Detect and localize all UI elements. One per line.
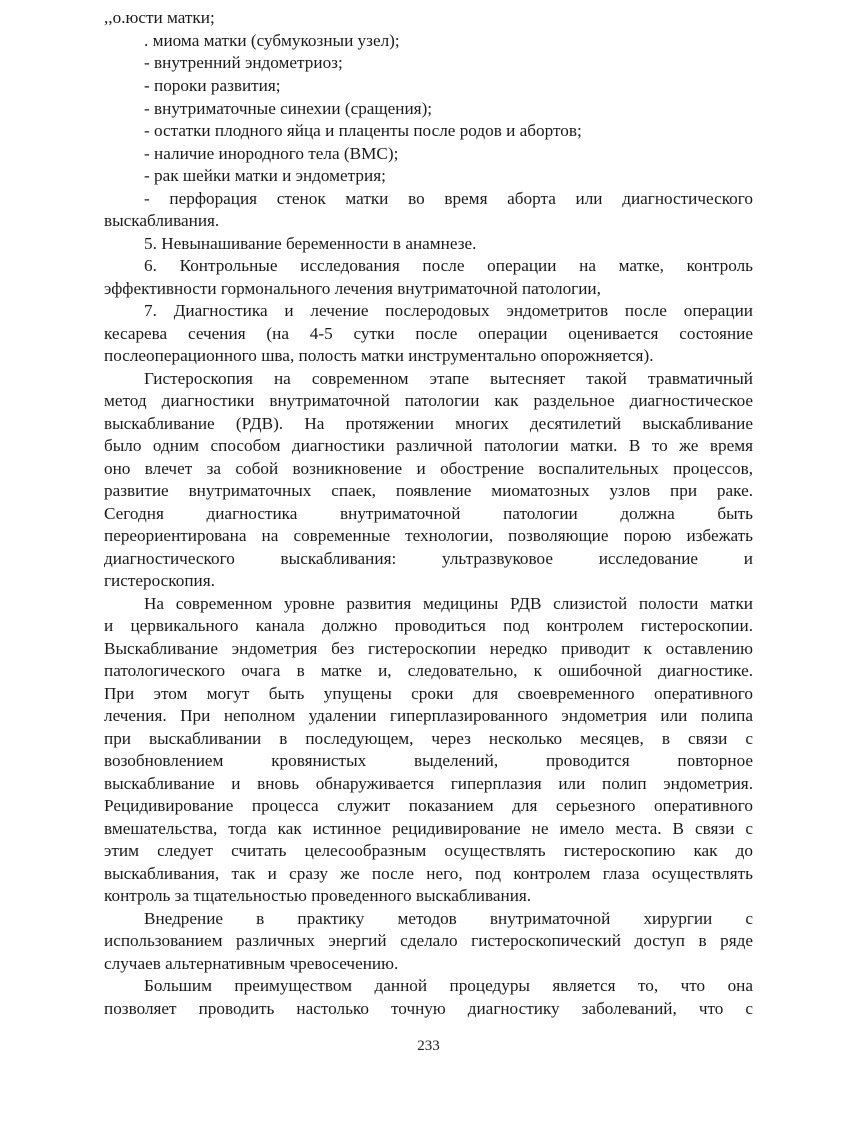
text-line: 6. Контрольные исследования после операции на матке, контроль (144, 256, 753, 275)
text-line: послеоперационного шва, полость матки инструментально опорожняется). (104, 346, 654, 365)
text-line: - внутриматочные синехии (сращения); (144, 99, 433, 118)
text-line: 7. Диагностика и лечение послеродовых эндометритов после операции (144, 301, 753, 320)
text-line: Выскабливание эндометрия без гистероскопии нередко приводит к оставлению (104, 639, 753, 658)
text-line: диагностического выскабливания: ультразвуковое исследование и (104, 549, 753, 568)
text-line: выскабливания, так и сразу же после него, под контролем глаза осуществлять (104, 864, 753, 883)
text-line: - перфорация стенок матки во время аборта или диагностического (144, 189, 753, 208)
text-line: выскабливание и вновь обнаруживается гиперплазия или полип эндометрия. (104, 774, 753, 793)
text-line: Внедрение в практику методов внутриматочной хирургии с (144, 909, 753, 928)
text-line: На современном уровне развития медицины РДВ слизистой полости матки (144, 594, 753, 613)
text-line: Сегодня диагностика внутриматочной патологии должна быть (104, 504, 753, 523)
text-line: Большим преимуществом данной процедуры является то, что она (144, 976, 753, 995)
text-line: ,,о.юсти матки; (104, 8, 215, 27)
text-line: вмешательства, тогда как истинное рецидивирование не имело места. В связи с (104, 819, 753, 838)
text-line: позволяет проводить настолько точную диагностику заболеваний, что с (104, 999, 753, 1018)
text-line: выскабливание (РДВ). На протяжении многих десятилетий выскабливание (104, 414, 753, 433)
text-line: метод диагностики внутриматочной патологии как раздельное диагностическое (104, 391, 753, 410)
text-line: 5. Невынашивание беременности в анамнезе. (144, 234, 477, 253)
page-number: 233 (417, 1038, 440, 1054)
text-line: и цервикального канала должно проводиться под контролем гистероскопии. (104, 616, 753, 635)
text-line: эффективности гормонального лечения внутриматочной патологии, (104, 279, 601, 298)
text-line: было одним способом диагностики различной патологии матки. В то же время (104, 436, 753, 455)
text-line: возобновлением кровянистых выделений, проводится повторное (104, 751, 753, 770)
text-line: - рак шейки матки и эндометрия; (144, 166, 386, 185)
text-line: лечения. При неполном удалении гиперплазированного эндометрия или полипа (104, 706, 753, 725)
text-line: - остатки плодного яйца и плаценты после родов и абортов; (144, 121, 582, 140)
text-line: - наличие инородного тела (ВМС); (144, 144, 399, 163)
text-line: кесарева сечения (на 4-5 сутки после операции оценивается состояние (104, 324, 753, 343)
text-line: патологического очага в матке и, следовательно, к ошибочной диагностике. (104, 661, 753, 680)
text-line: контроль за тщательностью проведенного выскабливания. (104, 886, 532, 905)
text-line: при выскабливании в последующем, через несколько месяцев, в связи с (104, 729, 753, 748)
text-line: этим следует считать целесообразным осуществлять гистероскопию как до (104, 841, 753, 860)
text-line: переориентирована на современные технологии, позволяющие порою избежать (104, 526, 753, 545)
text-line: выскабливания. (104, 211, 220, 230)
text-line: - пороки развития; (144, 76, 281, 95)
text-line: При этом могут быть упущены сроки для своевременного оперативного (104, 684, 753, 703)
text-line: случаев альтернативным чревосечению. (104, 954, 399, 973)
text-line: . миома матки (субмукозныи узел); (144, 31, 400, 50)
text-line: гистероскопия. (104, 571, 215, 590)
text-line: использованием различных энергий сделало гистероскопический доступ в ряде (104, 931, 753, 950)
text-line: - внутренний эндометриоз; (144, 53, 343, 72)
text-line: развитие внутриматочных спаек, появление миоматозных узлов при раке. (104, 481, 753, 500)
text-line: Гистероскопия на современном этапе вытесняет такой травматичный (144, 369, 753, 388)
text-line: оно влечет за собой возникновение и обострение воспалительных процессов, (104, 459, 753, 478)
text-line: Рецидивирование процесса служит показанием для серьезного оперативного (104, 796, 753, 815)
